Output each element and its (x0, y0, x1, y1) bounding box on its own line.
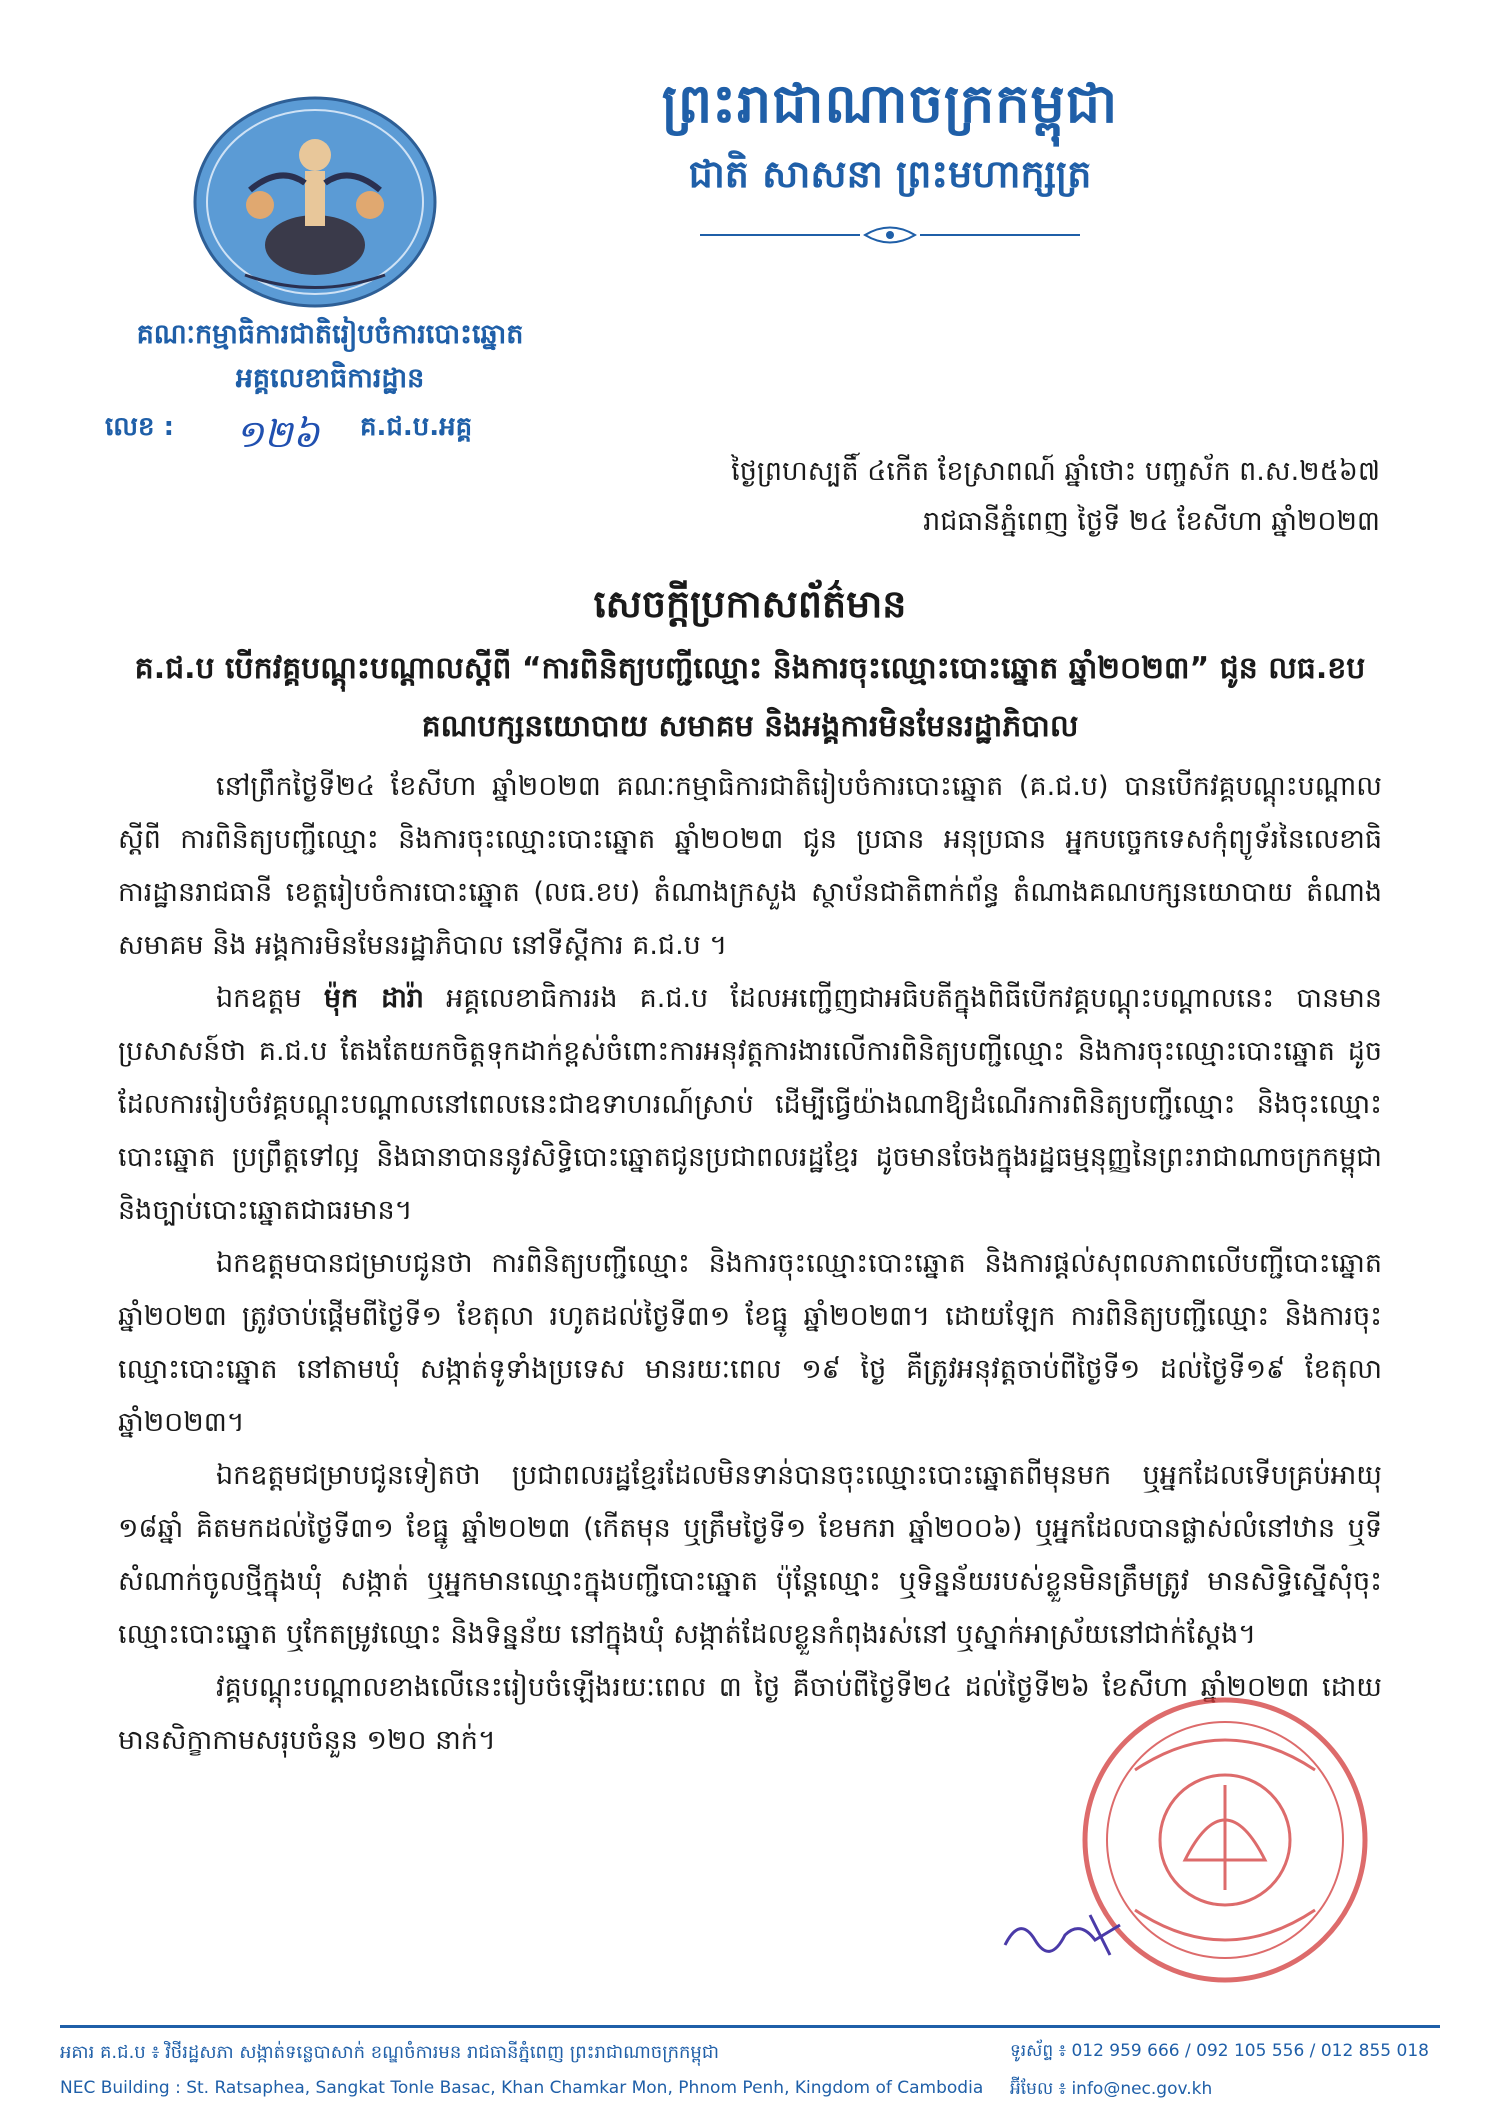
national-motto: ជាតិ សាសនា ព្រះមហាក្សត្រ (688, 152, 1092, 196)
signature-mark (1000, 1905, 1130, 1965)
footer-address-english: NEC Building : St. Ratsaphea, Sangkat Tonle Basac, Khan Chamkar Mon, Phnom Penh, Kingdom of Cambodia (60, 2078, 984, 2098)
place-date: រាជធានីភ្នំពេញ ថ្ងៃទី ២៤ ខែសីហា ឆ្នាំ២០២៣ (923, 506, 1380, 537)
ornament-divider-icon (700, 220, 1080, 250)
footer-address-khmer: អគារ គ.ជ.ប ៖ វិថីរដ្ឋសភា សង្កាត់ទន្លេបាសាក់ ខណ្ឌចំការមន រាជធានីភ្នំពេញ ព្រះរាជាណាចក្រកម្ពុជា (60, 2042, 719, 2063)
official-name: ម៉ុក ដារ៉ា (323, 983, 424, 1014)
reference-code: គ.ជ.ប.អគ្គ (360, 412, 473, 442)
issuer-department: អគ្គលេខាធិការដ្ឋាន (235, 363, 425, 394)
footer-phone: ទូរស័ព្ទ ៖ 012 959 666 / 092 105 556 / 012 855 018 (1010, 2041, 1429, 2061)
footer-divider (60, 2025, 1440, 2028)
lunar-date: ថ្ងៃព្រហស្បតិ៍ ៤កើត ខែស្រាពណ៍ ឆ្នាំថោះ បញ្ចស័ក ព.ស.២៥៦៧ (731, 456, 1380, 487)
paragraph-5: វគ្គបណ្តុះបណ្តាលខាងលើនេះរៀបចំឡើងរយៈពេល ៣ ថ្ងៃ គឺចាប់ពីថ្ងៃទី២៤ ដល់ថ្ងៃទី២៦ ខែសីហា ឆ្នាំ២០២៣ ដោយមានសិក្ខាកាមសរុបចំនួន ១២០ នាក់។ (118, 1672, 1382, 1756)
paragraph-2-lead: ឯកឧត្តម (216, 983, 324, 1014)
reference-number: ១២៦ (235, 412, 320, 456)
reference-label: លេខ : (105, 412, 174, 442)
paragraph-3: ឯកឧត្តមបានជម្រាបជូនថា ការពិនិត្យបញ្ជីឈ្មោះ និងការចុះឈ្មោះបោះឆ្នោត និងការផ្តល់សុពលភាពលើបញ្ជីបោះឆ្នោតឆ្នាំ២០២៣ ត្រូវចាប់ផ្តើមពីថ្ងៃទី១ ខែតុលា រហូតដល់ថ្ងៃទី៣១ ខែធ្នូ ឆ្នាំ២០២៣។ ដោយឡែក ការពិនិត្យបញ្ជីឈ្មោះ និងការចុះឈ្មោះបោះឆ្នោត នៅតាមឃុំ សង្កាត់ទូទាំងប្រទេស មានរយៈពេល ១៩ ថ្ងៃ គឺត្រូវអនុវត្តចាប់ពីថ្ងៃទី១ ដល់ថ្ងៃទី១៩ ខែតុលា ឆ្នាំ២០២៣។ (118, 1248, 1382, 1438)
paragraph-2-text: អគ្គលេខាធិការរង គ.ជ.ប ដែលអញ្ជើញជាអធិបតីក្នុងពិធីបើកវគ្គបណ្តុះបណ្តាលនេះ បានមានប្រសាសន៍ថា គ.ជ.ប តែងតែយកចិត្តទុកដាក់ខ្ពស់ចំពោះការអនុវត្តការងារលើការពិនិត្យបញ្ជីឈ្មោះ និងការចុះឈ្មោះបោះឆ្នោត ដូចដែលការរៀបចំវគ្គបណ្តុះបណ្តាលនៅពេលនេះជាឧទាហរណ៍ស្រាប់ ដើម្បីធ្វើយ៉ាងណាឱ្យដំណើរការពិនិត្យបញ្ជីឈ្មោះ និងចុះឈ្មោះបោះឆ្នោត ប្រព្រឹត្តទៅល្អ និងធានាបាននូវសិទ្ធិបោះឆ្នោតជូនប្រជាពលរដ្ឋខ្មែរ ដូចមានចែងក្នុងរដ្ឋធម្មនុញ្ញនៃព្រះរាជាណាចក្រកម្ពុជា និងច្បាប់បោះឆ្នោតជាធរមាន។ (118, 983, 1382, 1226)
reference-line (105, 410, 605, 460)
kingdom-heading: ព្រះរាជាណាចក្រកម្ពុជា (661, 72, 1119, 135)
document-subtitle: គ.ជ.ប បើកវគ្គបណ្តុះបណ្តាលស្តីពី “ការពិនិត្យបញ្ជីឈ្មោះ និងការចុះឈ្មោះបោះឆ្នោត ឆ្នាំ២០២៣” ជូន លធ.ខប គណបក្សនយោបាយ សមាគម និងអង្គការមិនមែនរដ្ឋាភិបាល (134, 651, 1366, 744)
document-title: សេចក្តីប្រកាសព័ត៌មាន (593, 582, 907, 626)
document-body (118, 760, 1382, 1767)
issuer-organization: គណៈកម្មាធិការជាតិរៀបចំការបោះឆ្នោត (136, 319, 524, 350)
footer-email: អ៊ីមែល ៖ info@nec.gov.kh (1010, 2079, 1213, 2099)
nec-emblem-logo (190, 95, 440, 310)
paragraph-1: នៅព្រឹកថ្ងៃទី២៤ ខែសីហា ឆ្នាំ២០២៣ គណៈកម្មាធិការជាតិរៀបចំការបោះឆ្នោត (គ.ជ.ប) បានបើកវគ្គបណ្តុះបណ្តាលស្តីពី ការពិនិត្យបញ្ជីឈ្មោះ និងការចុះឈ្មោះបោះឆ្នោត ឆ្នាំ២០២៣ ជូន ប្រធាន អនុប្រធាន អ្នកបច្ចេកទេសកុំព្យូទ័រនៃលេខាធិការដ្ឋានរាជធានី ខេត្តរៀបចំការបោះឆ្នោត (លធ.ខប) តំណាងក្រសួង ស្ថាប័នជាតិពាក់ព័ន្ធ តំណាងគណបក្សនយោបាយ តំណាងសមាគម និង អង្គការមិនមែនរដ្ឋាភិបាល នៅទីស្តីការ គ.ជ.ប ។ (118, 771, 1382, 961)
paragraph-2 (118, 972, 1382, 1237)
paragraph-4: ឯកឧត្តមជម្រាបជូនទៀតថា ប្រជាពលរដ្ឋខ្មែរដែលមិនទាន់បានចុះឈ្មោះបោះឆ្នោតពីមុនមក ឬអ្នកដែលទើបគ្រប់អាយុ ១៨ឆ្នាំ គិតមកដល់ថ្ងៃទី៣១ ខែធ្នូ ឆ្នាំ២០២៣ (កើតមុន ឬត្រឹមថ្ងៃទី១ ខែមករា ឆ្នាំ២០០៦) ឬអ្នកដែលបានផ្លាស់លំនៅឋាន ឬទីសំណាក់ចូលថ្មីក្នុងឃុំ សង្កាត់ ឬអ្នកមានឈ្មោះក្នុងបញ្ជីបោះឆ្នោត ប៉ុន្តែឈ្មោះ ឬទិន្នន័យរបស់ខ្លួនមិនត្រឹមត្រូវ មានសិទ្ធិស្នើសុំចុះឈ្មោះបោះឆ្នោត ឬកែតម្រូវឈ្មោះ និងទិន្នន័យ នៅក្នុងឃុំ សង្កាត់ដែលខ្លួនកំពុងរស់នៅ ឬស្នាក់អាស្រ័យនៅជាក់ស្តែង។ (118, 1460, 1382, 1650)
